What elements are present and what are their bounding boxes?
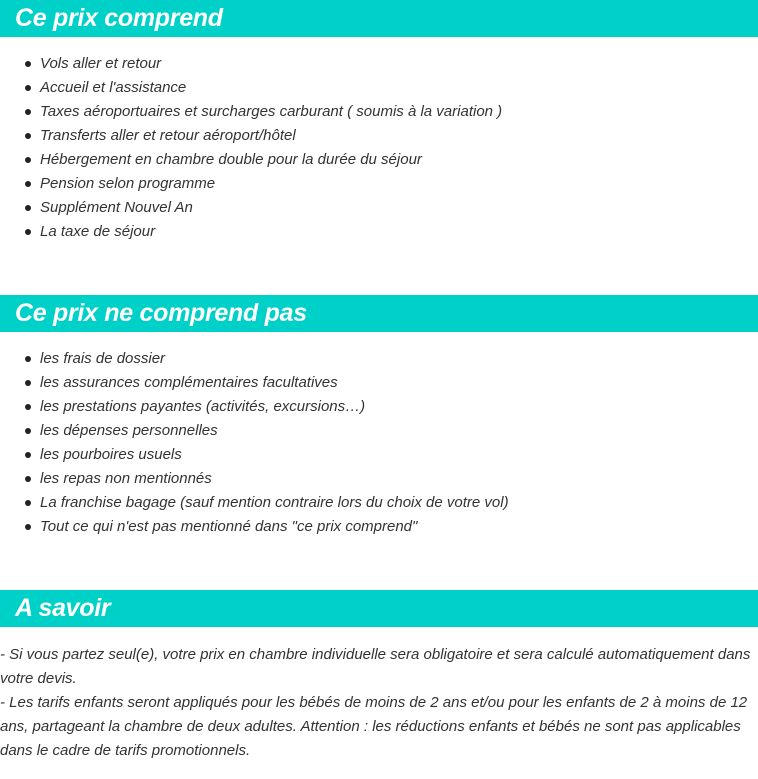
- list-item: [0, 196, 502, 220]
- bullet-icon: [25, 205, 31, 211]
- excluded-header: [0, 295, 758, 332]
- bullet-icon: [25, 524, 31, 530]
- bullet-icon: [25, 380, 31, 386]
- bullet-icon: [25, 500, 31, 506]
- list-item: [0, 515, 509, 539]
- included-header: [0, 0, 758, 37]
- list-item-text: les prestations payantes (activités, excursions…): [40, 398, 366, 415]
- list-item-text: les frais de dossier: [40, 350, 166, 367]
- bullet-icon: [25, 133, 31, 139]
- info-note: - Les tarifs enfants seront appliqués pour les bébés de moins de 2 ans et/ou pour les enfants de 2 à moins de 12 ans, partageant la chambre de deux adultes. Attention : les réductions enfants et bébés ne sont pas applicables dans le cadre de tarifs promotionnels.: [0, 694, 748, 759]
- list-item: [0, 100, 502, 124]
- bullet-icon: [25, 356, 31, 362]
- list-item: [0, 220, 502, 244]
- info-note: - Si vous partez seul(e), votre prix en chambre individuelle sera obligatoire et sera calculé automatiquement dans votre devis.: [0, 646, 751, 687]
- list-item-text: Supplément Nouvel An: [40, 199, 193, 216]
- list-item-text: les assurances complémentaires facultatives: [40, 374, 338, 391]
- bullet-icon: [25, 181, 31, 187]
- list-item-text: Vols aller et retour: [40, 55, 162, 72]
- list-item: [0, 148, 502, 172]
- included-title: Ce prix comprend: [15, 4, 223, 32]
- list-item-text: Pension selon programme: [40, 175, 216, 192]
- list-item: [0, 491, 509, 515]
- bullet-icon: [25, 109, 31, 115]
- list-item-text: Hébergement en chambre double pour la durée du séjour: [40, 151, 422, 168]
- info-header: [0, 590, 758, 627]
- list-item: [0, 419, 509, 443]
- included-list: [0, 52, 502, 244]
- list-item: [0, 172, 502, 196]
- list-item-text: les pourboires usuels: [40, 446, 182, 463]
- list-item: [0, 76, 502, 100]
- bullet-icon: [25, 452, 31, 458]
- list-item: [0, 467, 509, 491]
- list-item: [0, 347, 509, 371]
- list-item: [0, 371, 509, 395]
- excluded-title: Ce prix ne comprend pas: [15, 299, 307, 327]
- list-item-text: Tout ce qui n'est pas mentionné dans "ce prix comprend": [40, 518, 418, 535]
- list-item: [0, 124, 502, 148]
- bullet-icon: [25, 229, 31, 235]
- bullet-icon: [25, 157, 31, 163]
- bullet-icon: [25, 476, 31, 482]
- list-item-text: La taxe de séjour: [40, 223, 156, 240]
- bullet-icon: [25, 428, 31, 434]
- list-item-text: Taxes aéroportuaires et surcharges carburant ( soumis à la variation ): [40, 103, 503, 120]
- bullet-icon: [25, 404, 31, 410]
- excluded-list: [0, 347, 509, 539]
- list-item: [0, 52, 502, 76]
- list-item-text: La franchise bagage (sauf mention contraire lors du choix de votre vol): [40, 494, 509, 511]
- list-item-text: Transferts aller et retour aéroport/hôtel: [40, 127, 296, 144]
- list-item: [0, 443, 509, 467]
- bullet-icon: [25, 85, 31, 91]
- info-notes: [0, 643, 752, 763]
- info-title: A savoir: [15, 594, 111, 622]
- bullet-icon: [25, 61, 31, 67]
- list-item: [0, 395, 509, 419]
- list-item-text: Accueil et l'assistance: [40, 79, 187, 96]
- list-item-text: les repas non mentionnés: [40, 470, 212, 487]
- list-item-text: les dépenses personnelles: [40, 422, 218, 439]
